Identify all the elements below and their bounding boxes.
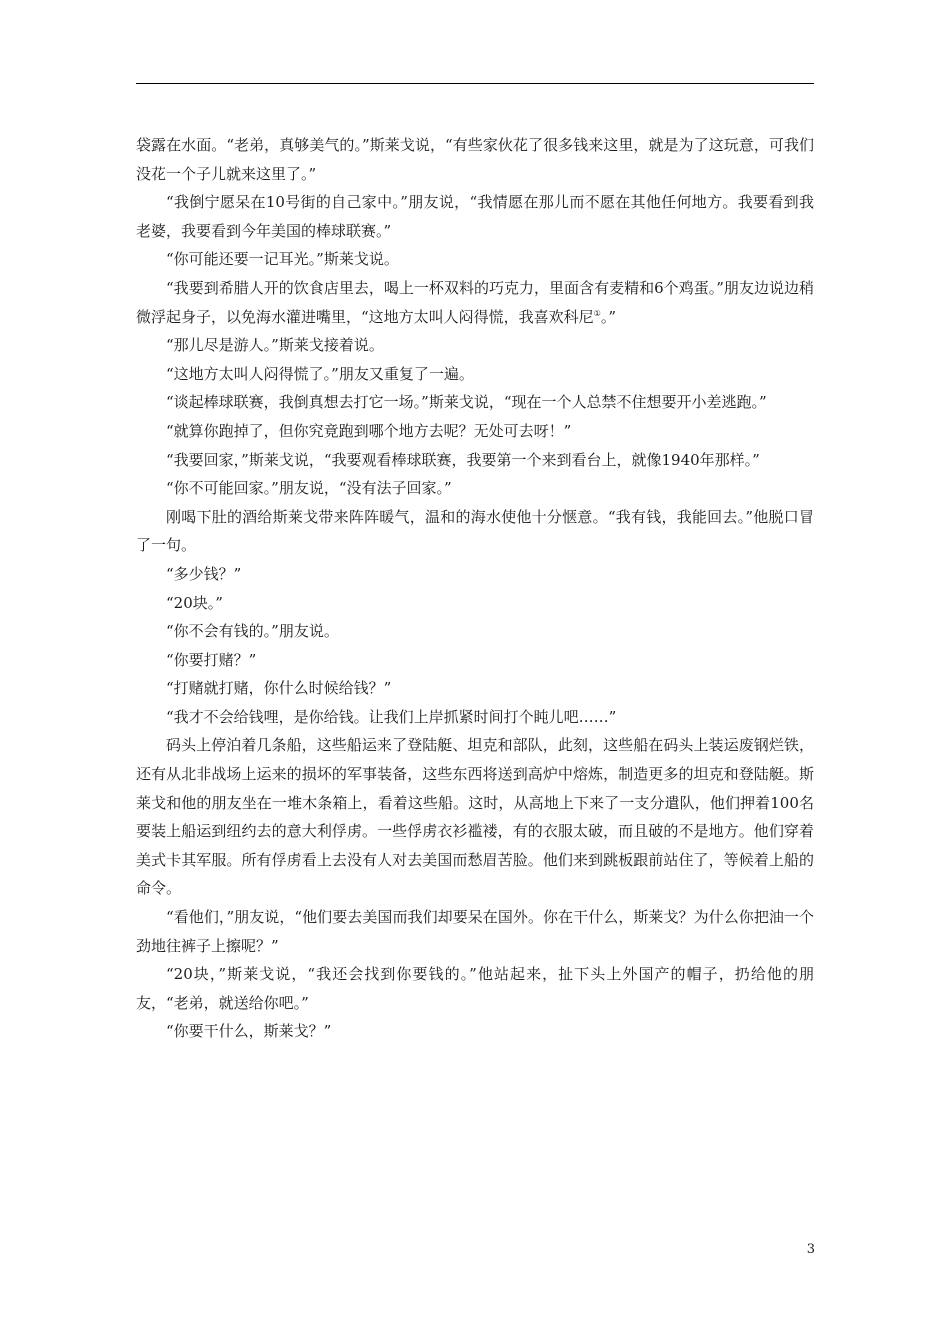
- paragraph: “我才不会给钱哩，是你给钱。让我们上岸抓紧时间打个盹儿吧……”: [166, 707, 617, 726]
- paragraph: “这地方太叫人闷得慌了。”朋友又重复了一遍。: [166, 364, 474, 383]
- paragraph: 袋露在水面。“老弟，真够美气的。”斯莱戈说，“有些家伙花了很多钱来这里，就是为了这玩意，可我们没花一个子儿就来这里了。”: [136, 136, 814, 183]
- paragraph: “就算你跑掉了，但你究竟跑到哪个地方去呢？无处可去呀！”: [166, 421, 572, 440]
- paragraph: “你不可能回家。”朋友说，“没有法子回家。”: [166, 479, 452, 498]
- paragraph: 刚喝下肚的酒给斯莱戈带来阵阵暖气，温和的海水使他十分惬意。“我有钱，我能回去。”他脱口冒了一句。: [136, 507, 814, 555]
- footnote-marker: ①: [593, 308, 601, 318]
- paragraph: “20块。”: [166, 593, 223, 612]
- paragraph: “多少钱？”: [166, 564, 242, 583]
- paragraph: “谈起棒球联赛，我倒真想去打它一场。”斯莱戈说，“现在一个人总禁不住想要开小差逃跑。”: [166, 393, 767, 412]
- paragraph: “你要打赌？”: [166, 650, 257, 669]
- paragraph: “20块，”斯莱戈说，“我还会找到你要钱的。”他站起来，扯下头上外国产的帽子，扔给他的朋友，“老弟，就送给你吧。”: [136, 965, 814, 1012]
- paragraph: “你要干什么，斯莱戈？”: [166, 1022, 332, 1041]
- header-rule: [136, 83, 814, 84]
- paragraph: “我倒宁愿呆在10号街的自己家中。”朋友说，“我情愿在那儿而不愿在其他任何地方。我要看到我老婆，我要看到今年美国的棒球联赛。”: [136, 193, 814, 240]
- paragraph: “我要回家，”斯莱戈说，“我要观看棒球联赛，我要第一个来到看台上，就像1940年那样。”: [166, 450, 760, 469]
- paragraph: “你不会有钱的。”朋友说。: [166, 622, 339, 641]
- paragraph: “你可能还要一记耳光。”斯莱戈说。: [166, 250, 399, 269]
- paragraph: “那儿尽是游人。”斯莱戈接着说。: [166, 336, 384, 355]
- paragraph: “我要到希腊人开的饮食店里去，喝上一杯双料的巧克力，里面含有麦精和6个鸡蛋。”朋友边说边稍微浮起身子，以免海水灌进嘴里，“这地方太叫人闷得慌，我喜欢科尼①。”: [136, 278, 814, 326]
- paragraph: 码头上停泊着几条船，这些船运来了登陆艇、坦克和部队，此刻，这些船在码头上装运废钢烂铁，还有从北非战场上运来的损坏的军事装备，这些东西将送到高炉中熔炼，制造更多的坦克和登陆艇。斯莱戈和他的朋友坐在一堆木条箱上，看着这些船。这时，从高地上下来了一支分遣队，他们押着100名要装上船运到纽约去的意大利俘虏。一些俘虏衣衫褴褛，有的衣服太破，而且破的不是地方。他们穿着美式卡其军服。所有俘虏看上去没有人对去美国而愁眉苦脸。他们来到跳板跟前站住了，等候着上船的命令。: [136, 736, 814, 898]
- paragraph: “打赌就打赌，你什么时候给钱？”: [166, 679, 392, 698]
- paragraph: “看他们，”朋友说，“他们要去美国而我们却要呆在国外。你在干什么，斯莱戈？为什么你把油一个劲地往裤子上擦呢？”: [136, 908, 814, 955]
- page-number: 3: [806, 1242, 815, 1257]
- body-text: [136, 131, 814, 1046]
